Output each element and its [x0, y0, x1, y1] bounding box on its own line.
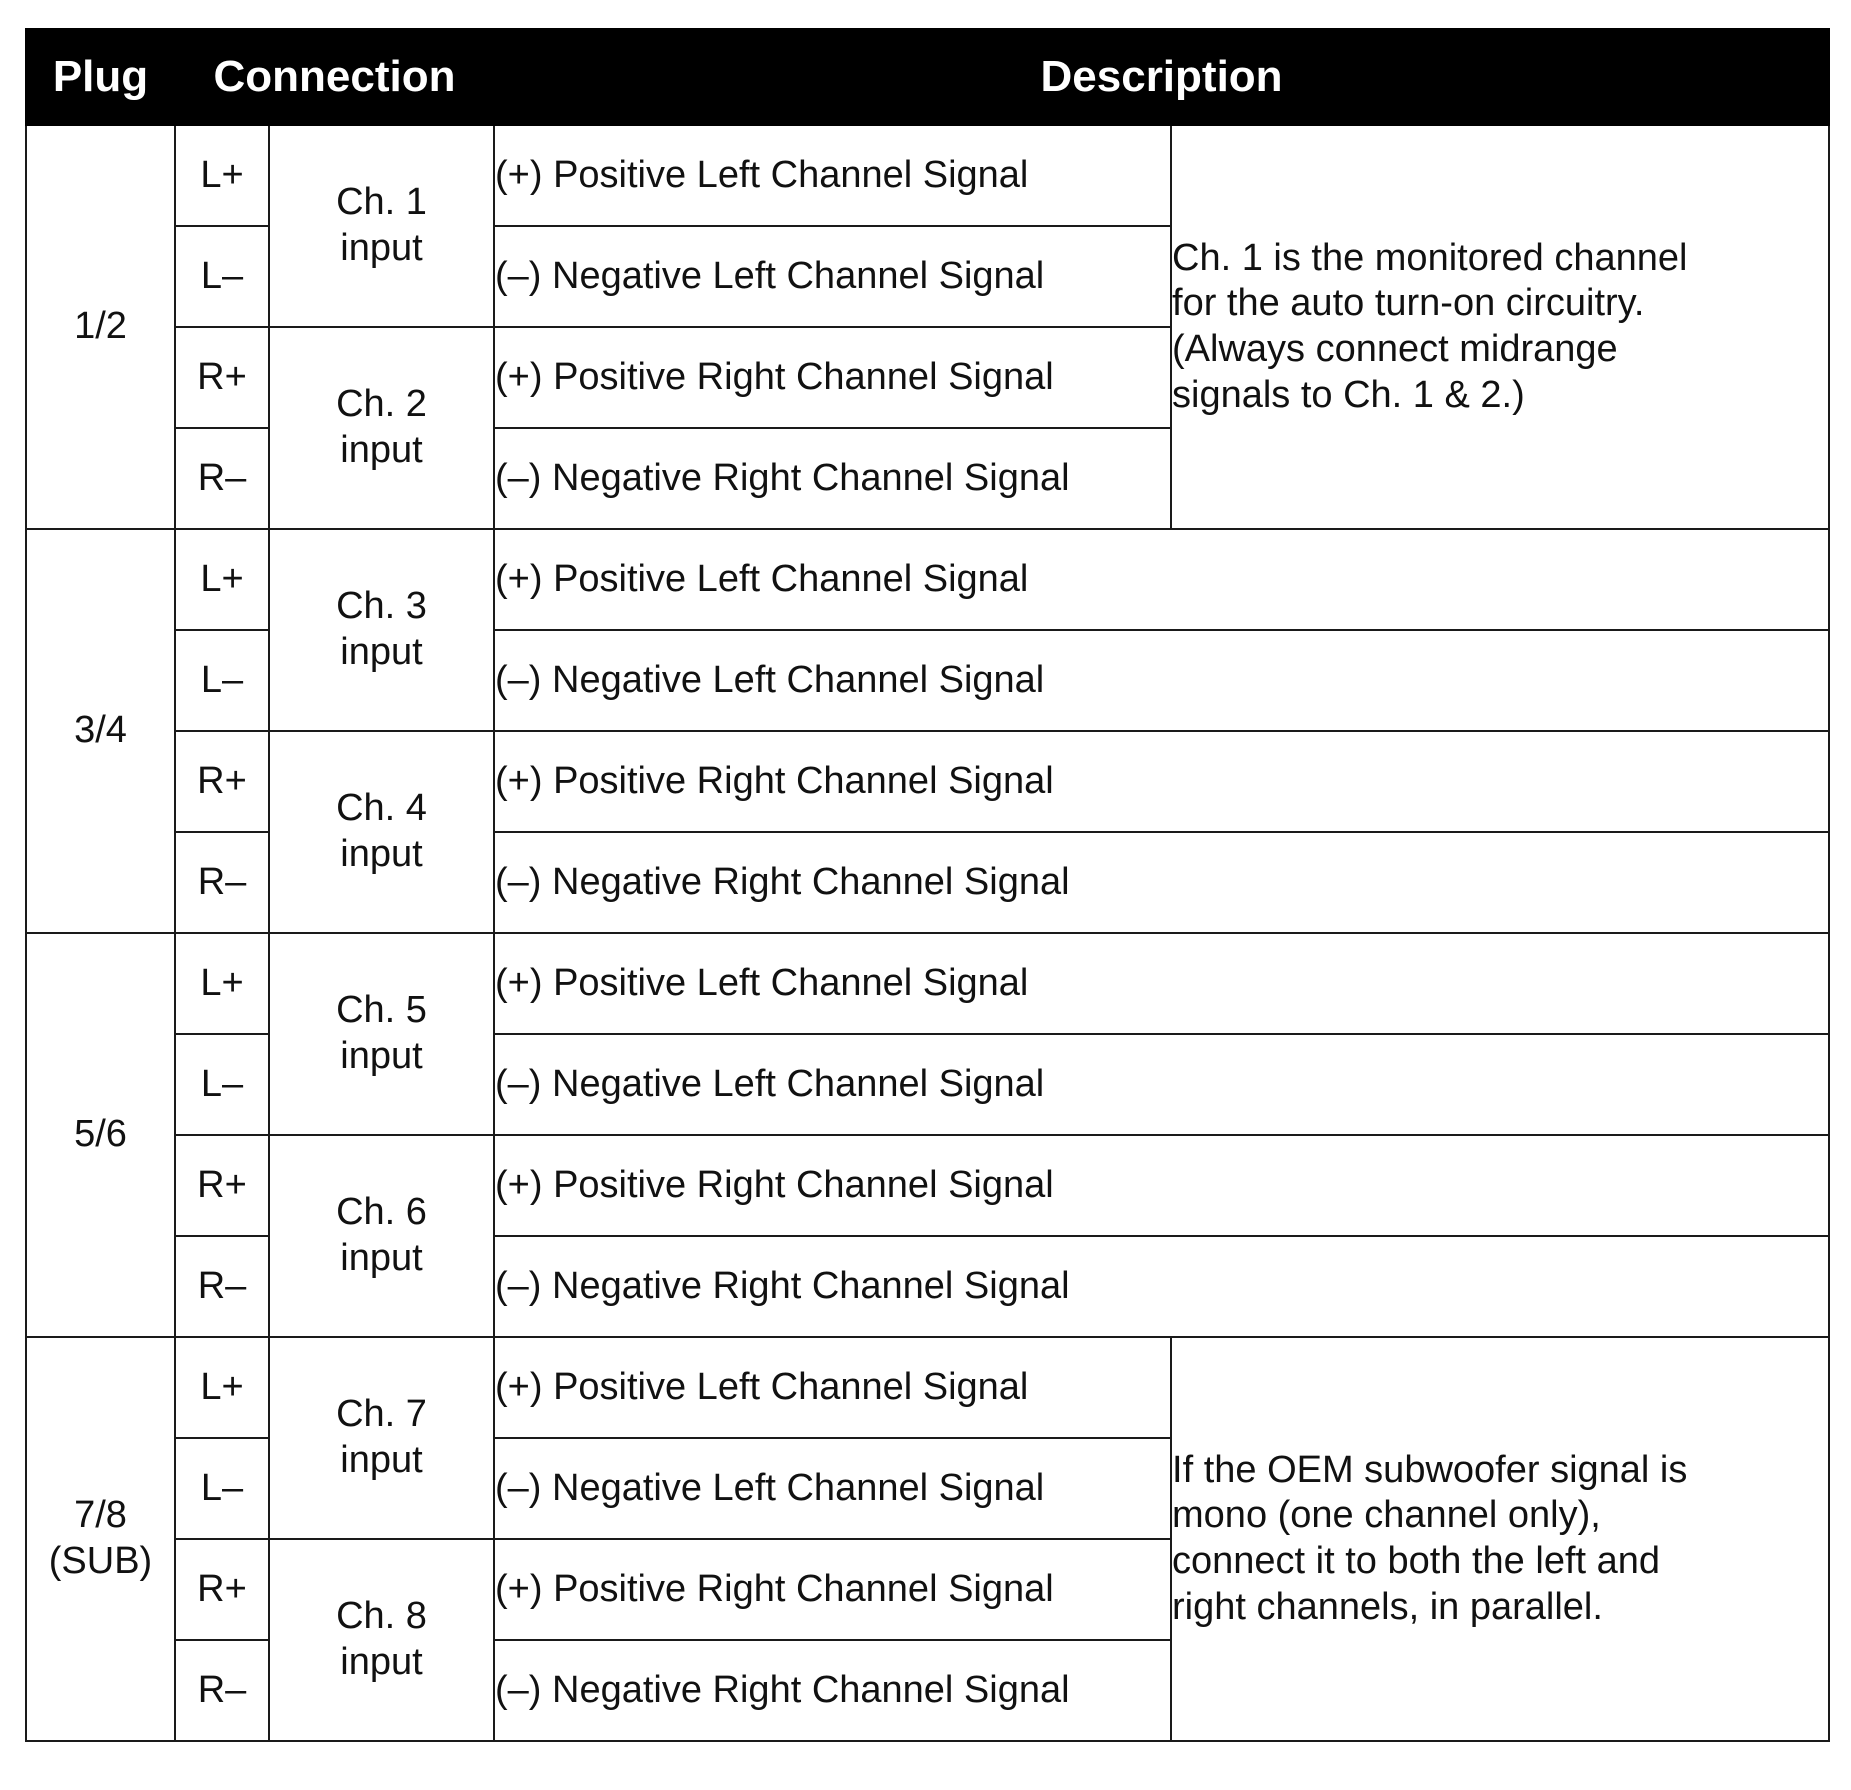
description-cell: (–) Negative Right Channel Signal	[494, 428, 1171, 529]
terminal-cell: L–	[175, 1034, 269, 1135]
channel-label: Ch. 8	[336, 1595, 427, 1638]
channel-label: Ch. 2	[336, 383, 427, 426]
table-row	[26, 125, 1829, 226]
plug-cell	[26, 933, 175, 1337]
channel-sublabel: input	[340, 1439, 423, 1481]
header-connection: Connection	[175, 29, 494, 125]
terminal-cell: L–	[175, 226, 269, 327]
description-cell: (–) Negative Left Channel Signal	[494, 226, 1171, 327]
channel-cell	[269, 125, 494, 327]
table-row	[26, 1337, 1829, 1438]
channel-cell	[269, 1539, 494, 1741]
terminal-cell: R–	[175, 1640, 269, 1741]
note-cell	[1171, 1337, 1829, 1741]
description-cell: (–) Negative Left Channel Signal	[494, 630, 1829, 731]
note-line: (Always connect midrange	[1172, 328, 1618, 370]
channel-cell	[269, 731, 494, 933]
description-cell: (–) Negative Left Channel Signal	[494, 1034, 1829, 1135]
channel-sublabel: input	[340, 631, 423, 673]
terminal-cell: R–	[175, 832, 269, 933]
channel-sublabel: input	[340, 1035, 423, 1077]
terminal-cell: R+	[175, 731, 269, 832]
plug-label: 3/4	[74, 709, 127, 752]
plug-label: 1/2	[74, 305, 127, 348]
channel-label: Ch. 5	[336, 989, 427, 1032]
terminal-cell: L+	[175, 1337, 269, 1438]
table-row	[26, 933, 1829, 1034]
description-cell: (+) Positive Right Channel Signal	[494, 731, 1829, 832]
table-row	[26, 529, 1829, 630]
note-line: right channels, in parallel.	[1172, 1585, 1603, 1628]
plug-sublabel: (SUB)	[48, 1540, 153, 1582]
channel-cell	[269, 933, 494, 1135]
terminal-cell: R–	[175, 428, 269, 529]
plug-cell	[26, 125, 175, 529]
terminal-cell: R+	[175, 1539, 269, 1640]
channel-sublabel: input	[340, 833, 423, 875]
note-line: signals to Ch. 1 & 2.)	[1172, 373, 1525, 416]
plug-label: 5/6	[74, 1113, 127, 1156]
table-row	[26, 731, 1829, 832]
description-cell: (+) Positive Left Channel Signal	[494, 1337, 1171, 1438]
description-cell: (–) Negative Right Channel Signal	[494, 1640, 1171, 1741]
plug-label: 7/8	[74, 1494, 127, 1537]
channel-label: Ch. 7	[336, 1393, 427, 1436]
description-cell: (+) Positive Right Channel Signal	[494, 1539, 1171, 1640]
channel-sublabel: input	[340, 1237, 423, 1279]
terminal-cell: R+	[175, 327, 269, 428]
description-cell: (–) Negative Right Channel Signal	[494, 832, 1829, 933]
note-line: mono (one channel only),	[1172, 1494, 1601, 1537]
description-cell: (+) Positive Left Channel Signal	[494, 125, 1171, 226]
channel-sublabel: input	[340, 429, 423, 471]
terminal-cell: L+	[175, 125, 269, 226]
plug-cell	[26, 529, 175, 933]
channel-sublabel: input	[340, 227, 423, 269]
terminal-cell: L+	[175, 933, 269, 1034]
channel-cell	[269, 529, 494, 731]
channel-cell	[269, 1135, 494, 1337]
description-cell: (+) Positive Left Channel Signal	[494, 933, 1829, 1034]
header-row	[26, 29, 1829, 125]
plug-cell	[26, 1337, 175, 1741]
wiring-table	[25, 28, 1830, 1742]
description-cell: (–) Negative Left Channel Signal	[494, 1438, 1171, 1539]
channel-label: Ch. 4	[336, 787, 427, 830]
terminal-cell: L–	[175, 630, 269, 731]
description-cell: (+) Positive Right Channel Signal	[494, 1135, 1829, 1236]
terminal-cell: L+	[175, 529, 269, 630]
note-line: connect it to both the left and	[1172, 1540, 1661, 1582]
channel-label: Ch. 1	[336, 181, 427, 224]
table-row	[26, 1135, 1829, 1236]
terminal-cell: R+	[175, 1135, 269, 1236]
note-line: Ch. 1 is the monitored channel	[1172, 236, 1688, 279]
channel-cell	[269, 327, 494, 529]
description-cell: (–) Negative Right Channel Signal	[494, 1236, 1829, 1337]
terminal-cell: R–	[175, 1236, 269, 1337]
note-cell	[1171, 125, 1829, 529]
channel-cell	[269, 1337, 494, 1539]
channel-label: Ch. 6	[336, 1191, 427, 1234]
note-line: If the OEM subwoofer signal is	[1172, 1448, 1688, 1491]
header-plug: Plug	[26, 29, 175, 125]
channel-label: Ch. 3	[336, 585, 427, 628]
description-cell: (+) Positive Right Channel Signal	[494, 327, 1171, 428]
header-description: Description	[494, 29, 1829, 125]
terminal-cell: L–	[175, 1438, 269, 1539]
note-line: for the auto turn-on circuitry.	[1172, 282, 1645, 325]
channel-sublabel: input	[340, 1641, 423, 1683]
description-cell: (+) Positive Left Channel Signal	[494, 529, 1829, 630]
